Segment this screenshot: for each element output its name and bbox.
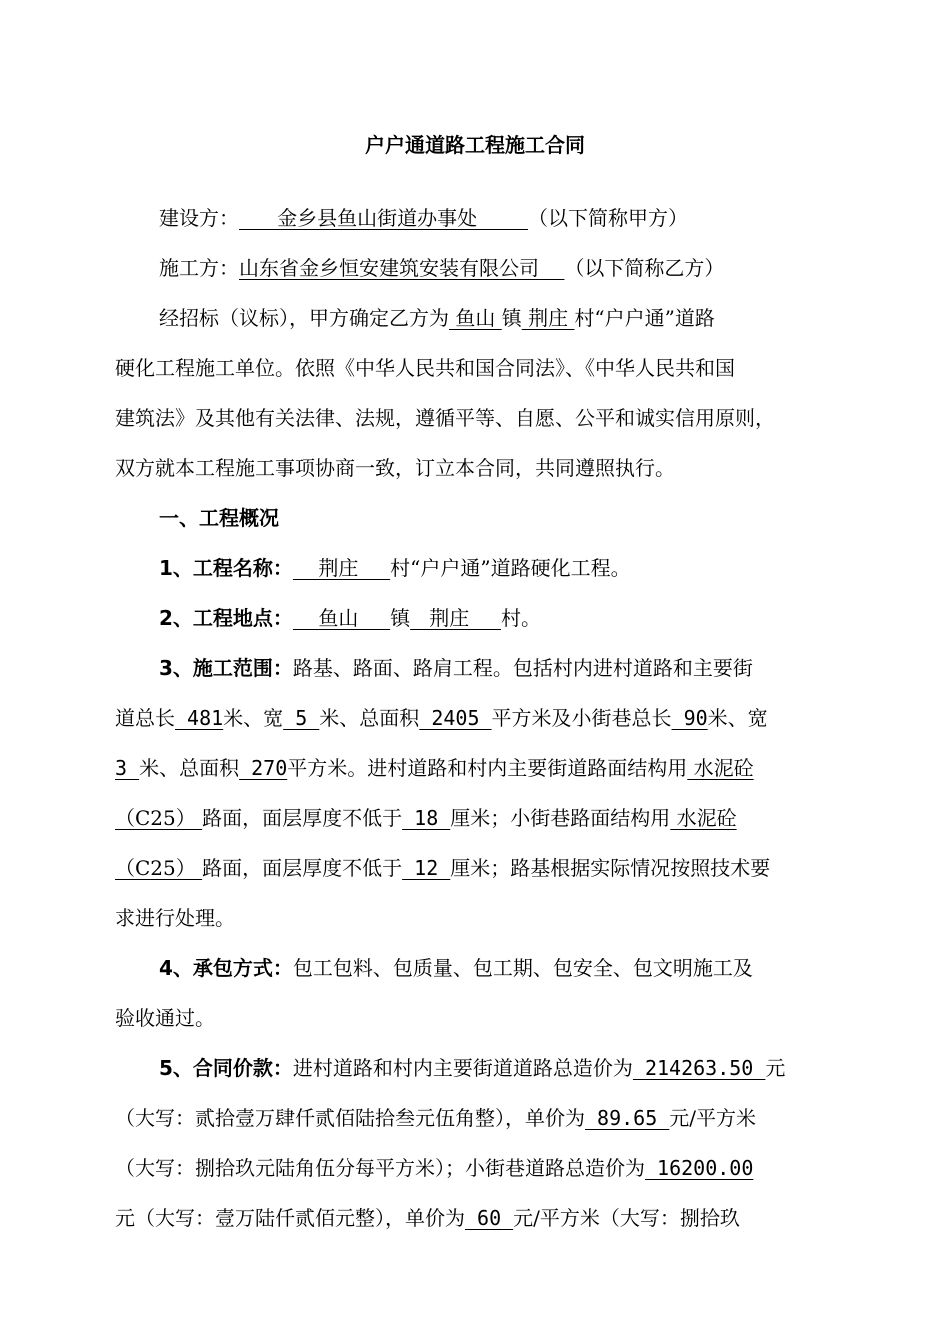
item-4-text: 包工包料、包质量、包工期、包安全、包文明施工及 bbox=[292, 956, 753, 980]
item-1-label: 1、工程名称： bbox=[159, 556, 293, 580]
alley-thickness: 12 bbox=[402, 856, 451, 880]
alley-unit-price: 60 bbox=[465, 1206, 514, 1230]
intro-line-1 bbox=[115, 304, 845, 332]
party-a-value: 金乡县鱼山街道办事处 bbox=[239, 206, 529, 230]
item-5-line-2 bbox=[115, 1104, 845, 1132]
item-3-line-3 bbox=[115, 754, 845, 782]
item-3-text: 路基、路面、路肩工程。包括村内进村道路和主要街 bbox=[292, 656, 753, 680]
item-3-text: 厘米；路基根据实际情况按照技术要 bbox=[450, 856, 771, 880]
party-b-line bbox=[115, 254, 845, 282]
item-5-line-3 bbox=[115, 1154, 845, 1182]
party-a-line bbox=[115, 204, 845, 232]
road-thickness: 18 bbox=[402, 806, 451, 830]
road-unit-price: 89.65 bbox=[585, 1106, 670, 1130]
item-3-text: 米、宽 bbox=[707, 706, 768, 730]
alley-area: 270 bbox=[239, 756, 288, 780]
item-2-text: 镇 bbox=[390, 606, 411, 630]
section-heading-1: 一、工程概况 bbox=[159, 506, 279, 530]
item-1-village: 荆庄 bbox=[292, 556, 391, 580]
party-a-label: 建设方： bbox=[159, 206, 239, 230]
intro-line-2: 硬化工程施工单位。依照《中华人民共和国合同法》、《中华人民共和国 bbox=[115, 356, 735, 380]
intro-text: 镇 bbox=[501, 306, 522, 330]
item-2-label: 2、工程地点： bbox=[159, 606, 293, 630]
road-material: 水泥砼 bbox=[687, 756, 754, 780]
item-3-line-1 bbox=[115, 654, 845, 682]
item-5-text: （大写：贰拾壹万肆仟贰佰陆拾叁元伍角整），单价为 bbox=[115, 1106, 585, 1130]
road-width: 5 bbox=[283, 706, 320, 730]
item-5-text: 元（大写：壹万陆仟贰佰元整），单价为 bbox=[115, 1206, 465, 1230]
item-5-text: 元 bbox=[765, 1056, 786, 1080]
party-a-suffix: （以下简称甲方） bbox=[528, 206, 689, 230]
item-4-line-1 bbox=[115, 954, 845, 982]
alley-width: 3 bbox=[115, 756, 140, 780]
item-4-label: 4、承包方式： bbox=[159, 956, 293, 980]
intro-line-4: 双方就本工程施工事项协商一致，订立本合同，共同遵照执行。 bbox=[115, 456, 675, 480]
item-3-line-4 bbox=[115, 804, 845, 832]
alley-length: 90 bbox=[671, 706, 708, 730]
alley-total-price: 16200.00 bbox=[645, 1156, 754, 1180]
item-2-town: 鱼山 bbox=[292, 606, 391, 630]
road-area: 2405 bbox=[419, 706, 492, 730]
item-3-text: 平方米及小街巷总长 bbox=[491, 706, 672, 730]
item-5-label: 5、合同价款： bbox=[159, 1056, 293, 1080]
item-5-text: （大写：捌拾玖元陆角伍分每平方米）；小街巷道路总造价为 bbox=[115, 1156, 645, 1180]
item-5-text: 元/平方米（大写：捌拾玖 bbox=[513, 1206, 740, 1230]
road-length: 481 bbox=[175, 706, 224, 730]
item-5-line-4 bbox=[115, 1204, 845, 1232]
item-3-label: 3、施工范围： bbox=[159, 656, 293, 680]
alley-material: 水泥砼 bbox=[670, 806, 737, 830]
item-3-text: 厘米；小街巷路面结构用 bbox=[450, 806, 671, 830]
item-3-line-6: 求进行处理。 bbox=[115, 906, 235, 930]
item-3-line-5 bbox=[115, 854, 845, 882]
road-grade: （C25） bbox=[115, 806, 203, 830]
intro-town: 鱼山 bbox=[449, 306, 502, 330]
party-b-label: 施工方： bbox=[159, 256, 239, 280]
item-3-text: 平方米。进村道路和村内主要街道路面结构用 bbox=[287, 756, 688, 780]
document-title: 户户通道路工程施工合同 bbox=[365, 133, 585, 157]
item-3-text: 米、宽 bbox=[223, 706, 284, 730]
item-2-village: 荆庄 bbox=[410, 606, 501, 630]
intro-text: 村“户户通”道路 bbox=[574, 306, 715, 330]
intro-line-3: 建筑法》及其他有关法律、法规，遵循平等、自愿、公平和诚实信用原则， bbox=[115, 406, 775, 430]
item-3-line-2 bbox=[115, 704, 845, 732]
item-3-text: 米、总面积 bbox=[139, 756, 240, 780]
item-3-text: 米、总面积 bbox=[319, 706, 420, 730]
item-3-text: 道总长 bbox=[115, 706, 175, 730]
intro-text: 经招标（议标），甲方确定乙方为 bbox=[159, 306, 449, 330]
item-5-text: 元/平方米 bbox=[669, 1106, 757, 1130]
item-1-text: 村“户户通”道路硬化工程。 bbox=[390, 556, 631, 580]
party-b-suffix: （以下简称乙方） bbox=[564, 256, 725, 280]
intro-village: 荆庄 bbox=[521, 306, 575, 330]
alley-grade: （C25） bbox=[115, 856, 203, 880]
item-2-line bbox=[115, 604, 845, 632]
item-5-text: 进村道路和村内主要街道道路总造价为 bbox=[292, 1056, 633, 1080]
road-total-price: 214263.50 bbox=[632, 1056, 766, 1080]
party-b-value: 山东省金乡恒安建筑安装有限公司 bbox=[239, 256, 565, 280]
item-2-text: 村。 bbox=[501, 606, 541, 630]
item-3-text: 路面，面层厚度不低于 bbox=[202, 806, 403, 830]
item-4-line-2: 验收通过。 bbox=[115, 1006, 215, 1030]
item-1-line bbox=[115, 554, 845, 582]
item-5-line-1 bbox=[115, 1054, 845, 1082]
item-3-text: 路面，面层厚度不低于 bbox=[202, 856, 403, 880]
